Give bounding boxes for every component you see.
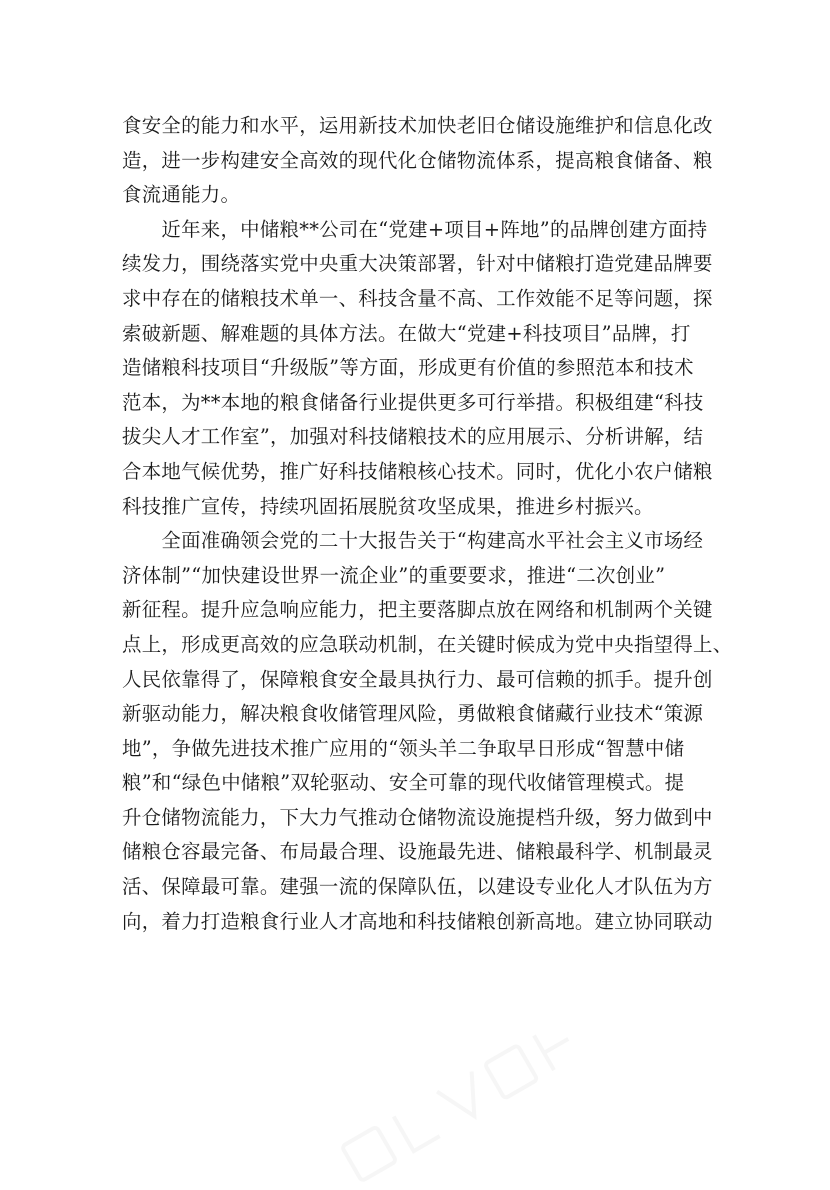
text-line-1: 食安全的能力和水平，运用新技术加快老旧仓储设施维护和信息化改 — [122, 114, 713, 137]
text-line-21: 升仓储物流能力，下大力气推动仓储物流设施提档升级，努力做到中 — [122, 805, 713, 829]
text-line-11: 合本地气候优势，推广好科技储粮核心技术。同时，优化小农户储粮 — [122, 459, 713, 483]
text-line-23: 活、保障最可靠。建强一流的保障队伍，以建设专业化人才队伍为方 — [122, 875, 713, 899]
watermark-graphic — [300, 1030, 630, 1190]
text-line-10: 拔尖人才工作室”，加强对科技储粮技术的应用展示、分析讲解，结 — [122, 425, 704, 449]
text-line-3: 食流通能力。 — [122, 183, 241, 207]
text-line-16: 点上，形成更高效的应急联动机制，在关键时候成为党中央指望得上、 — [122, 632, 733, 656]
text-line-17: 人民依靠得了，保障粮食安全最具执行力、最可信赖的抓手。提升创 — [122, 667, 713, 691]
text-line-13: 全面准确领会党的二十大报告关于“构建高水平社会主义市场经 — [122, 529, 704, 553]
text-line-12: 科技推广宣传，持续巩固拓展脱贫攻坚成果，推进乡村振兴。 — [122, 494, 654, 518]
text-line-7: 索破新题、解难题的具体方法。在做大“党建+科技项目”品牌，打 — [122, 321, 691, 345]
text-line-22: 储粮仓容最完备、布局最合理、设施最先进、储粮最科学、机制最灵 — [122, 840, 713, 864]
text-line-5: 续发力，围绕落实党中央重大决策部署，针对中储粮打造党建品牌要 — [122, 252, 713, 276]
text-line-6: 求中存在的储粮技术单一、科技含量不高、工作效能不足等问题，探 — [122, 286, 713, 310]
text-line-9: 范本，为**本地的粮食储备行业提供更多可行举措。积极组建“科技 — [122, 390, 704, 414]
text-line-8: 造储粮科技项目“升级版”等方面，形成更有价值的参照范本和技术 — [122, 356, 694, 380]
text-line-19: 地”，争做先进技术推广应用的“领头羊二争取早日形成“智慧中储 — [122, 736, 685, 760]
text-line-14: 济体制”“加快建设世界一流企业”的重要要求，推进“二次创业” — [122, 563, 666, 587]
text-line-18: 新驱动能力，解决粮食收储管理风险，勇做粮食储藏行业技术“策源 — [122, 702, 704, 726]
text-line-4: 近年来，中储粮**公司在“党建+项目+阵地”的品牌创建方面持 — [122, 217, 708, 241]
text-line-24: 向，着力打造粮食行业人才高地和科技储粮创新高地。建立协同联动 — [122, 909, 713, 933]
text-line-20: 粮”和“绿色中储粮”双轮驱动、安全可靠的现代收储管理模式。提 — [122, 771, 685, 795]
body-text — [122, 109, 733, 939]
text-line-2: 造，进一步构建安全高效的现代化仓储物流体系，提高粮食储备、粮 — [122, 148, 713, 172]
text-line-15: 新征程。提升应急响应能力，把主要落脚点放在网络和机制两个关键 — [122, 598, 713, 622]
